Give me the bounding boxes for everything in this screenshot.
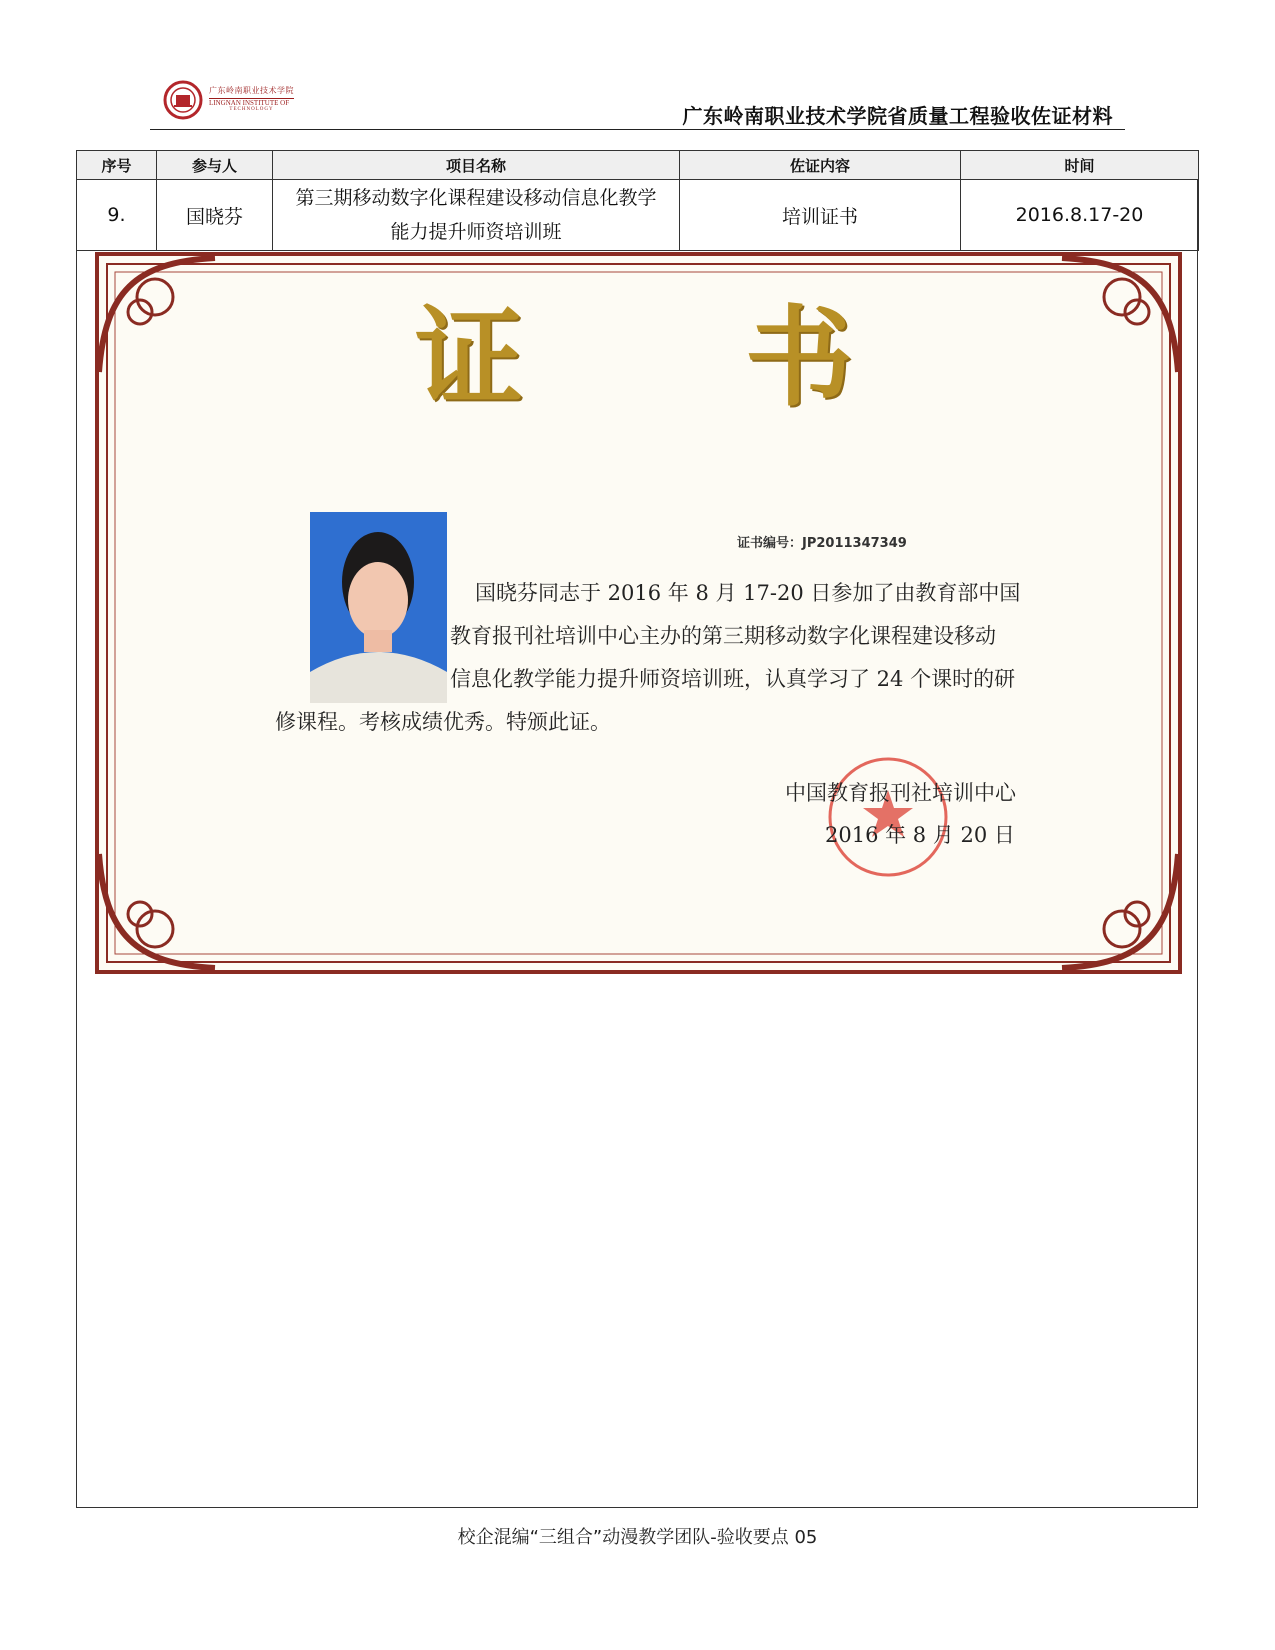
certificate-body-line-3: 信息化教学能力提升师资培训班，认真学习了 24 个课时的研 — [450, 667, 1016, 691]
table-header-row — [77, 151, 1199, 180]
logo-en-name-2: TECHNOLOGY — [229, 107, 274, 113]
header-participant: 参与人 — [157, 151, 273, 180]
cell-time: 2016.8.17-20 — [961, 180, 1199, 251]
institute-logo — [163, 80, 294, 120]
logo-cn-name: 广东岭南职业技术学院 — [209, 86, 294, 95]
document-header-title: 广东岭南职业技术学院省质量工程验收佐证材料 — [682, 104, 1113, 128]
certificate-date: 2016 年 8 月 20 日 — [825, 823, 1015, 847]
logo-en-name: LINGNAN INSTITUTE OF — [209, 98, 294, 108]
certificate-title-char-1: 证 — [415, 295, 524, 421]
certificate-title-char-2: 书 — [745, 295, 854, 421]
table-row — [77, 180, 1199, 251]
official-seal-icon — [823, 752, 953, 882]
institute-seal-icon — [163, 80, 203, 120]
logo-text — [209, 87, 294, 113]
header-divider — [150, 129, 1125, 130]
header-evidence: 佐证内容 — [680, 151, 961, 180]
project-name-line-1: 第三期移动数字化课程建设移动信息化教学 — [295, 187, 657, 209]
header-project-name: 项目名称 — [273, 151, 680, 180]
cell-participant: 国晓芬 — [157, 180, 273, 251]
certificate-body-line-2: 教育报刊社培训中心主办的第三期移动数字化课程建设移动 — [450, 624, 996, 648]
certificate-body — [275, 572, 1135, 744]
cell-project-name — [273, 180, 680, 251]
training-certificate — [95, 252, 1182, 974]
header-index: 序号 — [77, 151, 157, 180]
certificate-body-line-1: 国晓芬同志于 2016 年 8 月 17-20 日参加了由教育部中国 — [475, 581, 1021, 605]
evidence-table — [76, 150, 1199, 251]
page-footer: 校企混编“三组合”动漫教学团队-验收要点 05 — [457, 1527, 818, 1548]
project-name-line-2: 能力提升师资培训班 — [390, 221, 562, 243]
certificate-body-line-4: 修课程。考核成绩优秀。特颁此证。 — [275, 710, 611, 734]
cell-index: 9. — [77, 180, 157, 251]
header-time: 时间 — [961, 151, 1199, 180]
certificate-number: 证书编号：JP2011347349 — [737, 536, 907, 551]
certificate-issuer: 中国教育报刊社培训中心 — [785, 781, 1016, 805]
cell-evidence: 培训证书 — [680, 180, 961, 251]
